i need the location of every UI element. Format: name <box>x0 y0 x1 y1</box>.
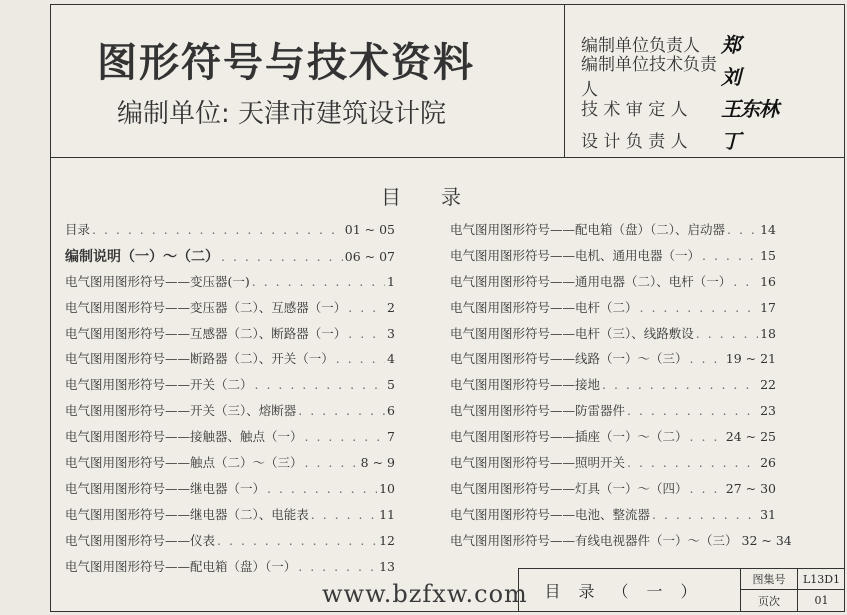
responsibility-list <box>581 27 841 155</box>
title-block-grid <box>741 569 845 611</box>
toc-entry-page: 19 ~ 21 <box>725 351 776 367</box>
responsibility-role: 设 计 负 责 人 <box>581 131 688 152</box>
dot-leader <box>92 222 343 237</box>
toc-entry-page: 13 <box>379 558 395 574</box>
toc-entry[interactable] <box>450 427 776 453</box>
toc-entry[interactable] <box>65 349 395 375</box>
dot-leader <box>627 403 758 418</box>
dot-leader <box>690 351 724 366</box>
toc-entry-title: 电气图用图形符号——电池、整流器 <box>450 506 651 522</box>
dot-leader <box>255 377 386 392</box>
toc-entry[interactable] <box>65 401 395 427</box>
sheet-name: 目录（一） <box>519 569 741 611</box>
toc-entry-page: 4 <box>387 351 395 367</box>
atlas-number-value: L13D1 <box>802 572 841 586</box>
toc-entry[interactable] <box>450 401 776 427</box>
header-vertical-divider <box>564 5 565 157</box>
atlas-number-row <box>741 569 845 590</box>
dot-leader <box>305 429 386 444</box>
dot-leader <box>696 326 758 341</box>
dot-leader <box>652 507 758 522</box>
toc-entry[interactable] <box>65 272 395 298</box>
page-number-label: 页次 <box>741 590 798 611</box>
toc-entry-page: 26 <box>760 455 776 471</box>
signature: 郑 <box>721 32 740 57</box>
toc-entry-title: 电气图用图形符号——照明开关 <box>450 455 626 471</box>
toc-entry[interactable] <box>450 246 776 272</box>
watermark: www.bzfxw.com <box>322 580 528 608</box>
atlas-number-label: 图集号 <box>741 569 798 589</box>
toc-entry-page: 23 <box>760 403 776 419</box>
toc-entry-title: 编制说明（一）～（二） <box>65 248 219 265</box>
toc-entry-title: 电气图用图形符号——接触器、触点（一） <box>65 429 303 445</box>
toc-entry-title: 电气图用图形符号——触点（二）～（三） <box>65 455 303 471</box>
toc-entry-page: 10 <box>379 480 395 496</box>
dot-leader <box>311 507 377 522</box>
toc-entry-title: 电气图用图形符号——有线电视器件（一）～（三） <box>450 532 738 548</box>
toc-entry[interactable] <box>65 220 395 246</box>
toc-entry-title: 电气图用图形符号——互感器（二）、断路器（一） <box>65 325 347 341</box>
toc-entry-title: 电气图用图形符号——断路器（二）、开关（一） <box>65 351 334 367</box>
toc-entry-page: 3 <box>387 325 395 341</box>
toc-entry-page: 7 <box>387 429 395 445</box>
toc-entry-title: 电气图用图形符号——通用电器（二）、电杆（一） <box>450 273 732 289</box>
toc-entry-title: 目录 <box>65 222 91 237</box>
toc-left-column <box>65 220 395 582</box>
toc-entry-page: 24 ~ 25 <box>725 429 776 445</box>
header-divider <box>51 157 844 158</box>
toc-entry[interactable] <box>450 375 776 401</box>
toc-entry-title: 电气图用图形符号——仪表 <box>65 532 216 548</box>
dot-leader <box>727 222 758 237</box>
toc-entry-title: 电气图用图形符号——防雷器件 <box>450 403 626 419</box>
dot-leader <box>690 481 724 496</box>
toc-entry-page: 17 <box>760 299 776 315</box>
dot-leader <box>348 300 385 315</box>
toc-entry-title: 电气图用图形符号——线路（一）～（三） <box>450 351 688 367</box>
toc-entry-page: 6 <box>387 403 395 419</box>
toc-entry-page: 1 <box>387 273 395 289</box>
dot-leader <box>690 429 724 444</box>
responsibility-role: 编制单位负责人 <box>581 35 700 56</box>
toc-entry-page: 12 <box>379 532 395 548</box>
toc-entry-page: 16 <box>760 273 776 289</box>
toc-entry[interactable] <box>65 298 395 324</box>
toc-entry-title: 电气图用图形符号——电杆（二） <box>450 299 638 315</box>
toc-entry-title: 电气图用图形符号——配电箱（盘）（二）、启动器 <box>450 222 726 237</box>
drawing-frame <box>50 4 845 612</box>
toc-entry[interactable] <box>65 479 395 505</box>
signature: 刘 <box>721 64 740 89</box>
responsibility-row <box>581 123 841 155</box>
toc-entry-title: 电气图用图形符号——灯具（一）～（四） <box>450 480 688 496</box>
toc-entry-title: 电气图用图形符号——变压器(一) <box>65 273 250 289</box>
title-block <box>518 568 844 611</box>
dot-leader <box>305 455 359 470</box>
responsibility-role: 技 术 审 定 人 <box>581 99 688 120</box>
toc-entry[interactable] <box>65 375 395 401</box>
toc-entry-page: 5 <box>387 377 395 393</box>
toc-entry[interactable] <box>450 349 776 375</box>
toc-entry-page: 15 <box>760 247 776 263</box>
toc-entry[interactable] <box>450 479 776 505</box>
signature: 丁 <box>721 128 740 153</box>
toc-entry-title: 电气图用图形符号——继电器（一） <box>65 480 266 496</box>
toc-entry-page: 06 ~ 07 <box>344 248 395 264</box>
toc-entry-page: 14 <box>760 222 776 237</box>
toc-entry-title: 电气图用图形符号——电机、通用电器（一） <box>450 247 701 263</box>
toc-entry[interactable] <box>65 531 395 557</box>
responsibility-row <box>581 91 841 123</box>
toc-entry-page: 31 <box>760 506 776 522</box>
responsibility-row <box>581 55 841 100</box>
dot-leader <box>217 533 377 548</box>
toc-entry-title: 电气图用图形符号——开关（三）、熔断器 <box>65 403 297 419</box>
dot-leader <box>733 274 758 289</box>
toc-entry[interactable] <box>450 505 776 531</box>
toc-entry-page: 27 ~ 30 <box>725 480 776 496</box>
toc-entry-page: 18 <box>760 325 776 341</box>
toc-entry-page: 22 <box>760 377 776 393</box>
toc-entry-page: 32 ~ 34 <box>741 532 792 548</box>
dot-leader <box>602 377 758 392</box>
page-number-row <box>741 590 845 611</box>
dot-leader <box>702 248 758 263</box>
dot-leader <box>298 559 377 574</box>
toc-entry[interactable] <box>65 324 395 350</box>
toc-entry[interactable] <box>65 427 395 453</box>
toc-entry[interactable] <box>65 505 395 531</box>
dot-leader <box>252 274 385 289</box>
toc-entry-title: 电气图用图形符号——电杆（三）、线路敷设 <box>450 325 694 341</box>
toc-entry-page: 8 ~ 9 <box>360 455 395 471</box>
toc-entry[interactable] <box>450 453 776 479</box>
page-number-value: 01 <box>814 594 829 607</box>
dot-leader <box>221 249 343 264</box>
responsibility-role: 编制单位技术负责人 <box>581 55 717 100</box>
toc-entry[interactable] <box>450 272 776 298</box>
toc-entry[interactable] <box>65 557 395 583</box>
toc-heading: 目录 <box>381 185 501 209</box>
toc-entry[interactable] <box>450 531 792 557</box>
toc-right-column <box>450 220 792 557</box>
document-title: 图形符号与技术资料 <box>97 40 475 86</box>
toc-entry-title: 电气图用图形符号——接地 <box>450 377 601 393</box>
signature: 王东林 <box>721 96 778 121</box>
toc-entry[interactable] <box>450 220 776 246</box>
toc-entry[interactable] <box>65 453 395 479</box>
toc-entry[interactable] <box>65 246 395 272</box>
toc-entry-title: 电气图用图形符号——继电器（二）、电能表 <box>65 506 309 522</box>
dot-leader <box>336 351 385 366</box>
toc-entry-title: 电气图用图形符号——配电箱（盘）（一） <box>65 558 297 574</box>
toc-entry-title: 电气图用图形符号——变压器（二）、互感器（一） <box>65 299 347 315</box>
toc-entry[interactable] <box>450 324 776 350</box>
dot-leader <box>348 326 385 341</box>
toc-entry-title: 电气图用图形符号——开关（二） <box>65 377 253 393</box>
toc-entry-page: 11 <box>379 506 395 522</box>
dot-leader <box>267 481 377 496</box>
compiling-organization: 编制单位: 天津市建筑设计院 <box>117 99 447 129</box>
dot-leader <box>640 300 759 315</box>
dot-leader <box>298 403 385 418</box>
toc-entry-title: 电气图用图形符号——插座（一）～（二） <box>450 429 688 445</box>
toc-entry[interactable] <box>450 298 776 324</box>
toc-entry-page: 01 ~ 05 <box>344 222 395 237</box>
toc-entry-page: 2 <box>387 299 395 315</box>
dot-leader <box>627 455 758 470</box>
